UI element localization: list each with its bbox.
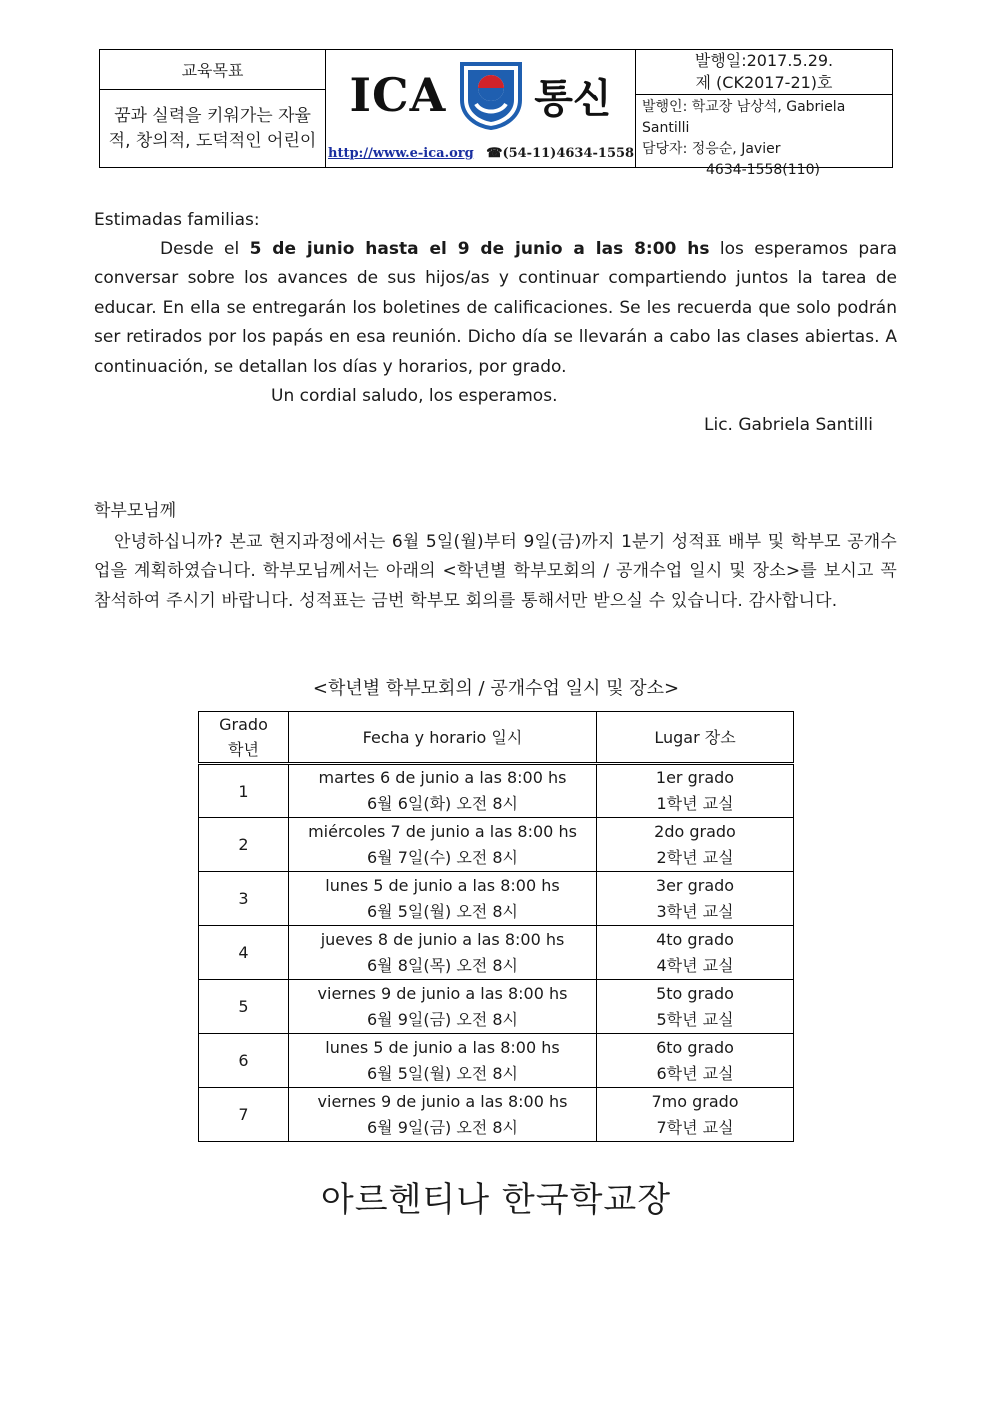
place-es: 1er grado [655, 768, 735, 787]
para-start: Desde el [160, 239, 250, 259]
place-es: 7mo grado [651, 1091, 739, 1111]
place-es: 4to grado [656, 929, 734, 949]
place-cell [597, 1088, 794, 1142]
spanish-paragraph [94, 235, 897, 382]
logo-row [326, 60, 635, 130]
issue-info-box [636, 50, 892, 178]
place-ko: 6학년 교실 [656, 1063, 734, 1083]
para-rest: los esperamos para conversar sobre los avances de sus hijos/as y continuar compartiendo juntos la tarea de educar. En ella se entregarán los boletines de calificaciones. Se les recuerda que solo podrán ser retirados por los papás en esa reunión. Dicho día se llevarán a cabo las clases abiertas. A continuación, se detallan los días y horarios, por grado. [94, 239, 897, 377]
date-cell [289, 872, 597, 926]
grade-cell: 7 [199, 1088, 289, 1142]
date-ko: 6월 9일(금) 오전 8시 [366, 1117, 519, 1137]
logo-title: 통신 [534, 75, 612, 122]
date-cell [289, 980, 597, 1034]
contact-person: 담당자: 정응순, Javier [642, 141, 781, 157]
header-place: Lugar 장소 [597, 712, 794, 764]
date-ko: 6월 5일(월) 오전 8시 [366, 901, 519, 921]
schedule-title: <학년별 학부모회의 / 공개수업 일시 및 장소> [312, 678, 680, 699]
place-es: 5to grado [656, 983, 734, 1003]
korean-paragraph [94, 528, 897, 616]
closing-signature: 아르헨티나 한국학교장 [320, 1180, 672, 1220]
school-emblem-icon [458, 60, 524, 130]
logo-box [326, 50, 636, 167]
place-ko: 4학년 교실 [656, 955, 734, 975]
date-cell [289, 818, 597, 872]
date-es: lunes 5 de junio a las 8:00 hs [325, 1037, 560, 1057]
table-row [199, 980, 794, 1034]
table-header-row [199, 712, 794, 764]
grade-cell: 5 [199, 980, 289, 1034]
place-es: 6to grado [656, 1037, 734, 1057]
place-cell [597, 764, 794, 818]
grade-cell: 6 [199, 1034, 289, 1088]
publisher-info [636, 95, 892, 181]
place-cell [597, 1034, 794, 1088]
date-cell [289, 1088, 597, 1142]
grade-cell: 1 [199, 764, 289, 818]
grade-cell: 2 [199, 818, 289, 872]
place-es: 3er grado [655, 875, 735, 895]
table-row [199, 1034, 794, 1088]
table-row [199, 926, 794, 980]
education-goal-box [100, 50, 326, 167]
date-es: miércoles 7 de junio a las 8:00 hs [308, 821, 577, 841]
date-cell [289, 764, 597, 818]
korean-greeting: 학부모님께 [94, 501, 177, 521]
table-row [199, 872, 794, 926]
place-ko: 5학년 교실 [656, 1009, 734, 1029]
korean-paragraph-text: 안녕하십니까? 본교 현지과정에서는 6월 5일(월)부터 9일(금)까지 1분기 성적표 배부 및 학부모 공개수업을 계획하였습니다. 학부모님께서는 아래의 <학년별 학부모회의 / 공개수업 일시 및 장소>를 보시고 꼭 참석하여 주시기 바랍니다. 성적표는 금번 학부모 회의를 통해서만 받으실 수 있습니다. 감사합니다. [94, 532, 897, 611]
header-grade [199, 712, 289, 764]
schedule-table [198, 711, 794, 1142]
date-es: martes 6 de junio a las 8:00 hs [318, 768, 567, 787]
date-es: lunes 5 de junio a las 8:00 hs [325, 875, 560, 895]
grade-cell: 3 [199, 872, 289, 926]
place-ko: 7학년 교실 [656, 1117, 734, 1137]
header-grade-ko: 학년 [228, 740, 259, 759]
date-es: viernes 9 de junio a las 8:00 hs [317, 983, 568, 1003]
contact-line [328, 146, 634, 161]
spanish-greeting: Estimadas familias: [94, 210, 260, 230]
date-es: jueves 8 de junio a las 8:00 hs [320, 929, 565, 949]
newsletter-header [99, 49, 893, 178]
date-ko: 6월 5일(월) 오전 8시 [366, 1063, 519, 1083]
place-cell [597, 926, 794, 980]
header-grade-es: Grado [219, 715, 268, 734]
place-cell [597, 872, 794, 926]
place-ko: 3학년 교실 [656, 901, 734, 921]
place-es: 2do grado [654, 821, 736, 841]
website-link[interactable]: http://www.e-ica.org [328, 146, 474, 161]
header-date: Fecha y horario 일시 [289, 712, 597, 764]
date-es: viernes 9 de junio a las 8:00 hs [317, 1091, 568, 1111]
date-cell [289, 926, 597, 980]
place-ko: 2학년 교실 [656, 847, 734, 867]
date-ko: 6월 6일(화) 오전 8시 [366, 794, 519, 813]
date-cell [289, 1034, 597, 1088]
table-row [199, 764, 794, 818]
para-dates: 5 de junio hasta el 9 de junio a las 8:00 hs [249, 239, 710, 259]
place-cell [597, 818, 794, 872]
place-ko: 1학년 교실 [656, 794, 734, 813]
date-ko: 6월 7일(수) 오전 8시 [366, 847, 519, 867]
date-ko: 6월 8일(목) 오전 8시 [366, 955, 519, 975]
issue-number: 제 (CK2017-21)호 [695, 73, 833, 92]
issue-date: 발행일:2017.5.29. [694, 51, 834, 70]
signature: Lic. Gabriela Santilli [704, 415, 873, 435]
goal-label: 교육목표 [100, 50, 325, 90]
issue-info [636, 50, 892, 95]
grade-cell: 4 [199, 926, 289, 980]
table-row [199, 818, 794, 872]
place-cell [597, 980, 794, 1034]
phone-number: ☎(54-11)4634-1558 [486, 146, 635, 161]
goal-text: 꿈과 실력을 키워가는 자율적, 창의적, 도덕적인 어린이 [108, 105, 317, 151]
logo-ica-text: ICA [349, 68, 447, 122]
table-row [199, 1088, 794, 1142]
publisher: 발행인: 학교장 남상석, Gabriela Santilli [642, 99, 846, 136]
contact-phone: 4634-1558(110) [706, 162, 820, 178]
spanish-closing: Un cordial saludo, los esperamos. [271, 386, 558, 406]
date-ko: 6월 9일(금) 오전 8시 [366, 1009, 519, 1029]
